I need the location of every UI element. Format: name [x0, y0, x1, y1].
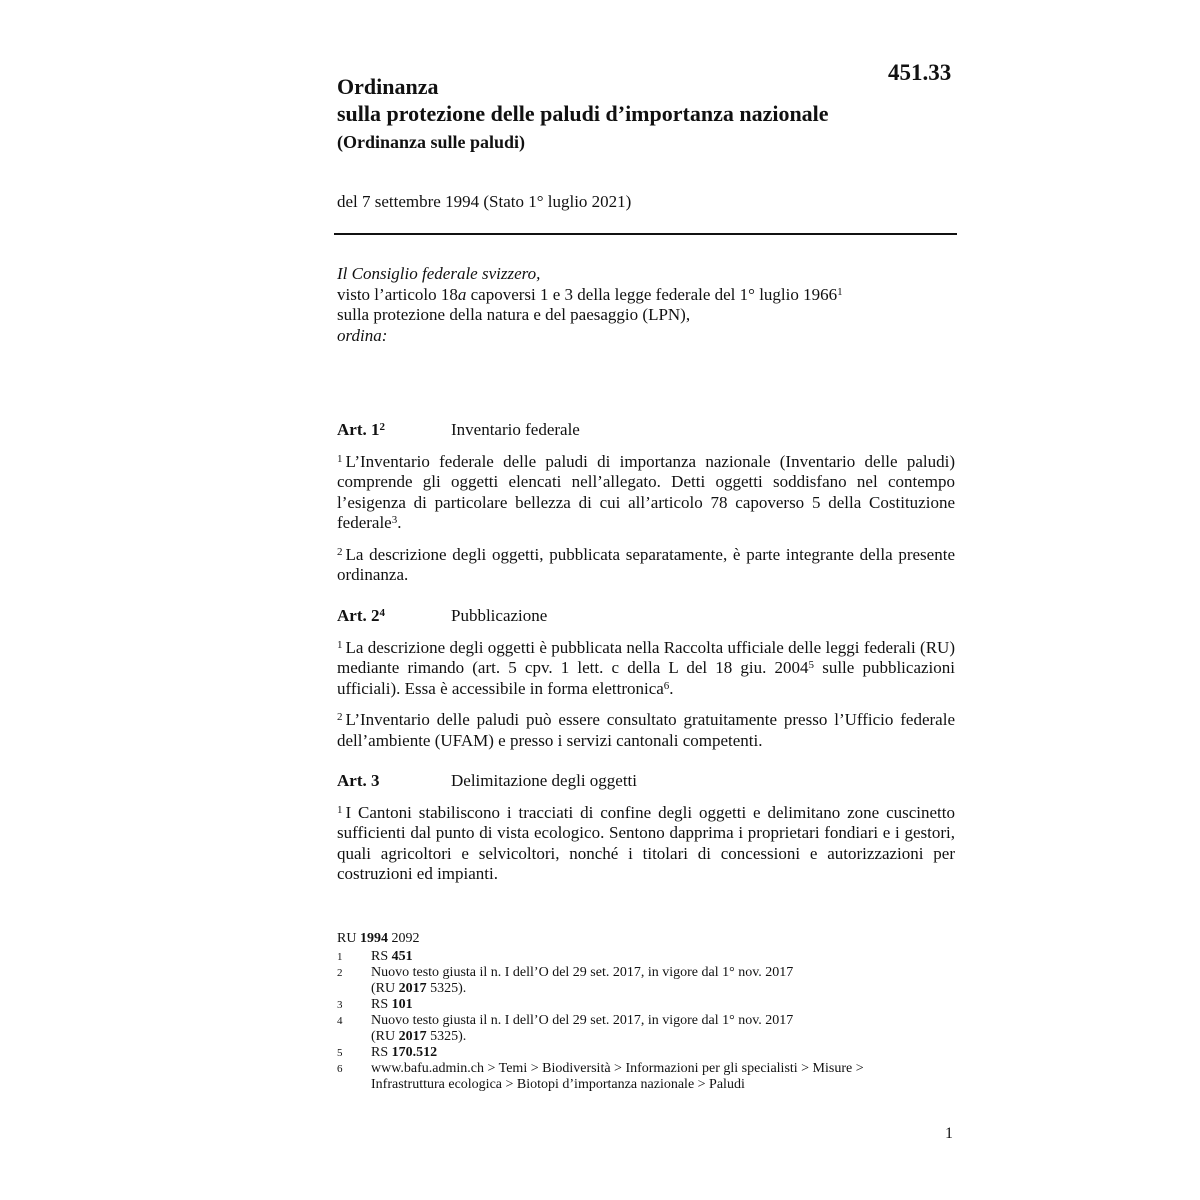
title-line-1: Ordinanza	[337, 74, 439, 99]
preamble-text: visto l’articolo 18	[337, 284, 458, 304]
preamble-italic: a	[457, 284, 467, 304]
footnote-6: 6 www.bafu.admin.ch > Temi > Biodiversità > Informazioni per gli specialisti > Misure > Infrastruttura ecologica > Biotopi d’importanza nazionale > Paludi	[337, 1061, 957, 1093]
preamble-authority: Il Consiglio federale svizzero,	[337, 264, 541, 283]
article-title: Inventario federale	[451, 420, 580, 439]
footnote-3: 3 RS 101	[337, 997, 413, 1012]
footnote-number: 2	[337, 967, 343, 979]
paragraph: $^2$ La descrizione degli oggetti, pubblicata separatamente, è parte integrante della presente ordinanza.	[337, 544, 955, 584]
footnote-number: 4	[337, 1015, 343, 1027]
title-line-2: sulla protezione delle paludi d’importanza nazionale	[337, 101, 829, 126]
sr-number: 451.33	[888, 60, 952, 85]
paragraph: $^1$ I Cantoni stabiliscono i tracciati di confine degli oggetti e delimitano zone cuscinetto sufficienti dal punto di vista ecologico. Sentono dapprima i proprietari fondiari e i gestori, quali agricoltori e selvicoltori, nonché i titolari di concessioni e autorizzazioni per costruzioni ed impianti.	[337, 802, 955, 883]
header-divider	[334, 233, 957, 235]
footnote-ref[interactable]: 5	[808, 659, 815, 671]
footnotes	[337, 931, 957, 1093]
article-3	[337, 771, 955, 893]
footnote-ref[interactable]: 2	[379, 421, 385, 433]
short-title: (Ordinanza sulle paludi)	[337, 132, 526, 152]
article-number: Art. $1^2$	[337, 420, 385, 439]
footnote-2: 2 Nuovo testo giusta il n. I dell’O del 29 set. 2017, in vigore dal 1° nov. 2017 (RU 2017 5325).	[337, 965, 794, 996]
preamble-legal-basis	[337, 285, 955, 306]
footnote-number: 1	[337, 951, 343, 963]
footnote-number: 3	[337, 999, 343, 1011]
footnote-ref[interactable]: 6	[663, 679, 670, 692]
article-number: Art. 3	[337, 771, 380, 790]
footnote-number: 5	[337, 1047, 343, 1059]
article-1	[337, 420, 955, 594]
preamble-legal-basis-2: sulla protezione della natura e del paesaggio (LPN),	[337, 305, 691, 324]
page-number: 1	[945, 1125, 953, 1142]
footnote-number: 6	[337, 1063, 343, 1075]
footnote-ref[interactable]: 3	[391, 514, 398, 526]
ru-reference: RU 1994 2092	[337, 931, 420, 946]
title-block	[337, 73, 829, 157]
article-number: Art. $2^4$	[337, 606, 385, 625]
footnote-ref[interactable]: 1	[837, 285, 843, 298]
footnote-link[interactable]: www.bafu.admin.ch > Temi > Biodiversità > Informazioni per gli specialisti > Misure >	[371, 1061, 864, 1076]
article-heading	[337, 606, 955, 627]
footnote-1: 1 RS 451	[337, 949, 413, 964]
article-heading	[337, 420, 955, 441]
footnote-ref[interactable]: 4	[379, 607, 385, 619]
footnote-4: 4 Nuovo testo giusta il n. I dell’O del 29 set. 2017, in vigore dal 1° nov. 2017 (RU 2017 5325).	[337, 1013, 794, 1044]
article-heading	[337, 771, 955, 792]
preamble-decree: ordina:	[337, 325, 388, 345]
preamble	[337, 264, 955, 346]
article-title: Pubblicazione	[451, 606, 548, 625]
article-2	[337, 606, 955, 759]
paragraph: $^2$ L’Inventario delle paludi può essere consultato gratuitamente presso l’Ufficio federale dell’ambiente (UFAM) e presso i servizi cantonali competenti.	[337, 710, 955, 750]
article-title: Delimitazione degli oggetti	[451, 771, 638, 790]
paragraph: $^1$ L’Inventario federale delle paludi di importanza nazionale (Inventario delle paludi) comprende gli oggetti elencati nell’allegato. Detti oggetti soddisfano nel contempo l’esigenza di particolare bellezza di cui all’articolo 78 capoverso 5 della Costituzione federale$^3$.	[337, 451, 955, 532]
preamble-text: capoversi 1 e 3 della legge federale del 1° luglio 1966	[466, 284, 838, 304]
footnote-5: 5 RS 170.512	[337, 1045, 438, 1060]
paragraph: $^1$ La descrizione degli oggetti è pubblicata nella Raccolta ufficiale delle leggi federali (RU) mediante rimando (art. 5 cpv. 1 lett. c della L del 18 giu. 2004$^5$ sulle pubblicazioni ufficiali). Essa è accessibile in forma elettronica$^6$.	[337, 637, 955, 698]
enactment-date: del 7 settembre 1994 (Stato 1° luglio 2021)	[337, 192, 632, 211]
